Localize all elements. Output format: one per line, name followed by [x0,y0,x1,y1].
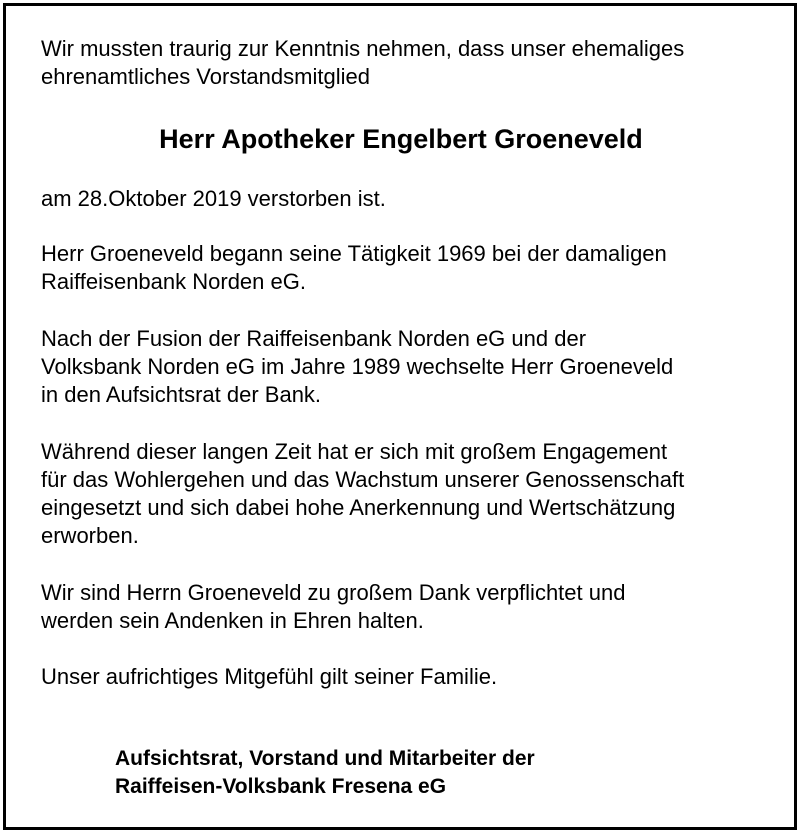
sympathy-paragraph [41,663,497,691]
intro-line: Wir mussten traurig zur Kenntnis nehmen, dass unser ehemaliges [41,36,685,61]
career-paragraph [41,240,667,296]
signature-line: Raiffeisen-Volksbank Fresena eG [115,775,447,798]
signature-line: Aufsichtsrat, Vorstand und Mitarbeiter der [115,747,535,770]
intro-paragraph [41,35,684,91]
fusion-line: Volksbank Norden eG im Jahre 1989 wechselte Herr Groeneveld [41,354,674,379]
engagement-line: Während dieser langen Zeit hat er sich mit großem Engagement [41,439,668,464]
intro-line: ehrenamtliches Vorstandsmitglied [41,64,370,89]
deceased-name: Herr Apotheker Engelbert Groeneveld [159,124,643,154]
thanks-line: Wir sind Herrn Groeneveld zu großem Dank verpflichtet und [41,580,626,605]
career-line: Raiffeisenbank Norden eG. [41,269,306,294]
sympathy-line: Unser aufrichtiges Mitgefühl gilt seiner Familie. [41,664,498,689]
engagement-line: erworben. [41,523,139,548]
career-line: Herr Groeneveld begann seine Tätigkeit 1969 bei der damaligen [41,241,667,266]
thanks-paragraph [41,579,625,635]
fusion-line: in den Aufsichtsrat der Bank. [41,382,322,407]
engagement-line: für das Wohlergehen und das Wachstum unserer Genossenschaft [41,467,685,492]
death-paragraph [41,185,386,213]
fusion-line: Nach der Fusion der Raiffeisenbank Norden eG und der [41,326,587,351]
engagement-line: eingesetzt und sich dabei hohe Anerkennung und Wertschätzung [41,495,676,520]
fusion-paragraph [41,325,673,409]
thanks-line: werden sein Andenken in Ehren halten. [41,608,424,633]
death-line: am 28.Oktober 2019 verstorben ist. [41,186,386,211]
engagement-paragraph [41,438,684,550]
signature-block [115,745,535,801]
